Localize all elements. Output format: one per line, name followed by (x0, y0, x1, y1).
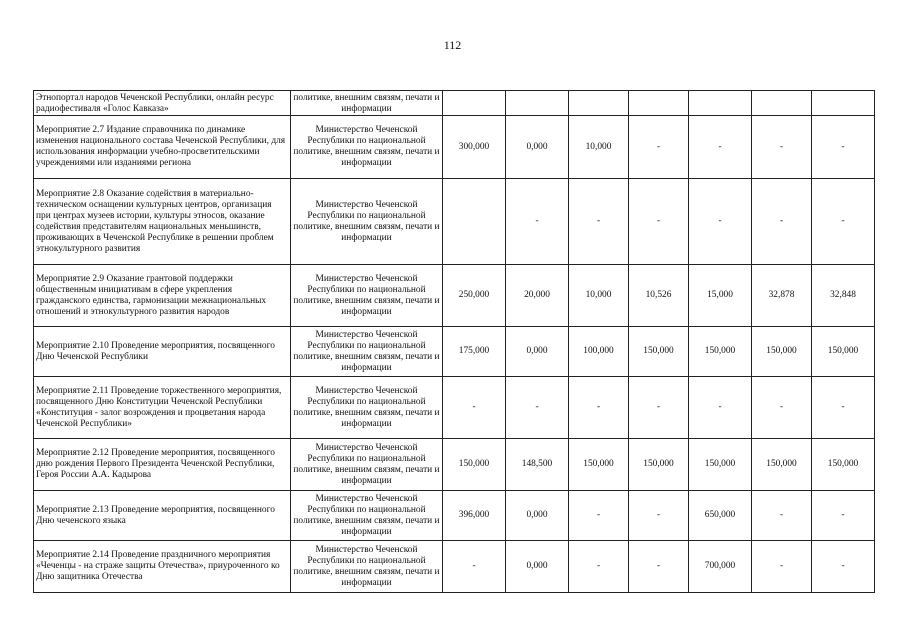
ministry-cell: Министерство Чеченской Республики по национальной политике, внешним связям, печати и информации (291, 377, 443, 439)
table-row (34, 179, 875, 265)
value-cell: 32,848 (812, 265, 875, 327)
ministry-cell: Министерство Чеченской Республики по национальной политике, внешним связям, печати и информации (291, 116, 443, 179)
value-cell: 150,000 (752, 439, 812, 491)
table-body (34, 91, 875, 593)
value-cell: 150,000 (443, 439, 506, 491)
value-cell: - (629, 377, 689, 439)
value-cell (506, 91, 569, 116)
ministry-cell: политике, внешним связям, печати и информации (291, 91, 443, 116)
value-cell: - (812, 179, 875, 265)
value-cell: 150,000 (689, 327, 752, 377)
value-cell: - (443, 541, 506, 593)
value-cell: 0,000 (506, 491, 569, 541)
value-cell: - (569, 179, 629, 265)
value-cell: - (689, 179, 752, 265)
value-cell: 150,000 (812, 439, 875, 491)
table-row (34, 439, 875, 491)
value-cell: 150,000 (752, 327, 812, 377)
value-cell: - (812, 541, 875, 593)
table-row (34, 116, 875, 179)
value-cell: - (752, 377, 812, 439)
value-cell: - (629, 179, 689, 265)
value-cell (752, 91, 812, 116)
table-row (34, 491, 875, 541)
page-number: 112 (443, 38, 462, 52)
value-cell (689, 91, 752, 116)
event-cell: Мероприятие 2.7 Издание справочника по динамике изменения национального состава Чеченской Республики, для использования информации учебно-просветительскими учреждениями или изданиями региона (34, 116, 291, 179)
value-cell: 250,000 (443, 265, 506, 327)
event-cell: Мероприятие 2.9 Оказание грантовой поддержки общественным инициативам в сфере укрепления гражданского единства, гармонизации межнациональных отношений и этнокультурного развития народов (34, 265, 291, 327)
value-cell: - (629, 541, 689, 593)
table-row (34, 91, 875, 116)
ministry-cell: Министерство Чеченской Республики по национальной политике, внешним связям, печати и информации (291, 265, 443, 327)
budget-table (33, 90, 875, 593)
value-cell: - (812, 116, 875, 179)
value-cell: 396,000 (443, 491, 506, 541)
value-cell: 650,000 (689, 491, 752, 541)
event-cell: Мероприятие 2.12 Проведение мероприятия, посвященного дню рождения Первого Президента Чеченской Республики, Героя России А.А. Кадырова (34, 439, 291, 491)
table-row (34, 541, 875, 593)
value-cell: 150,000 (689, 439, 752, 491)
value-cell (443, 179, 506, 265)
ministry-cell: Министерство Чеченской Республики по национальной политике, внешним связям, печати и информации (291, 179, 443, 265)
event-cell: Мероприятие 2.14 Проведение праздничного мероприятия «Чеченцы - на страже защиты Отечества», приуроченного ко Дню защитника Отечества (34, 541, 291, 593)
value-cell: 700,000 (689, 541, 752, 593)
value-cell: 150,000 (629, 439, 689, 491)
ministry-cell: Министерство Чеченской Республики по национальной политике, внешним связям, печати и информации (291, 439, 443, 491)
value-cell: 32,878 (752, 265, 812, 327)
value-cell (443, 91, 506, 116)
event-cell: Мероприятие 2.8 Оказание содействия в материально-техническом оснащении культурных центров, организация при центрах музеев истории, культуры этносов, оказание содействия представителям национальных меньшинств, проживающих в Чеченской Республике в решении проблем этнокультурного развития (34, 179, 291, 265)
event-cell: Мероприятие 2.13 Проведение мероприятия, посвященного Дню чеченского языка (34, 491, 291, 541)
event-cell: Этнопортал народов Чеченской Республики, онлайн ресурс радиофестиваля «Голос Кавказа» (34, 91, 291, 116)
value-cell: 0,000 (506, 327, 569, 377)
value-cell: 20,000 (506, 265, 569, 327)
value-cell: - (752, 179, 812, 265)
value-cell: 100,000 (569, 327, 629, 377)
value-cell: - (689, 116, 752, 179)
value-cell: - (689, 377, 752, 439)
value-cell: 175,000 (443, 327, 506, 377)
ministry-cell: Министерство Чеченской Республики по национальной политике, внешним связям, печати и информации (291, 327, 443, 377)
value-cell (812, 91, 875, 116)
value-cell: - (569, 491, 629, 541)
value-cell: - (506, 377, 569, 439)
value-cell: - (752, 491, 812, 541)
value-cell: 300,000 (443, 116, 506, 179)
value-cell: - (812, 491, 875, 541)
value-cell: 150,000 (812, 327, 875, 377)
value-cell: 10,000 (569, 265, 629, 327)
value-cell (629, 91, 689, 116)
value-cell: 150,000 (569, 439, 629, 491)
value-cell: - (752, 116, 812, 179)
value-cell: - (629, 116, 689, 179)
value-cell: 10,000 (569, 116, 629, 179)
value-cell (569, 91, 629, 116)
ministry-cell: Министерство Чеченской Республики по национальной политике, внешним связям, печати и информации (291, 541, 443, 593)
value-cell: - (569, 541, 629, 593)
value-cell: 0,000 (506, 116, 569, 179)
value-cell: - (812, 377, 875, 439)
value-cell: 10,526 (629, 265, 689, 327)
value-cell: - (752, 541, 812, 593)
table-row (34, 265, 875, 327)
event-cell: Мероприятие 2.10 Проведение мероприятия, посвященного Дню Чеченской Республики (34, 327, 291, 377)
table-row (34, 327, 875, 377)
value-cell: - (569, 377, 629, 439)
value-cell: - (629, 491, 689, 541)
value-cell: - (506, 179, 569, 265)
value-cell: 0,000 (506, 541, 569, 593)
table-row (34, 377, 875, 439)
value-cell: - (443, 377, 506, 439)
ministry-cell: Министерство Чеченской Республики по национальной политике, внешним связям, печати и информации (291, 491, 443, 541)
value-cell: 150,000 (629, 327, 689, 377)
value-cell: 15,000 (689, 265, 752, 327)
event-cell: Мероприятие 2.11 Проведение торжественного мероприятия, посвященного Дню Конституции Чеченской Республики «Конституция - залог возрождения и процветания народа Чеченской Республики» (34, 377, 291, 439)
value-cell: 148,500 (506, 439, 569, 491)
